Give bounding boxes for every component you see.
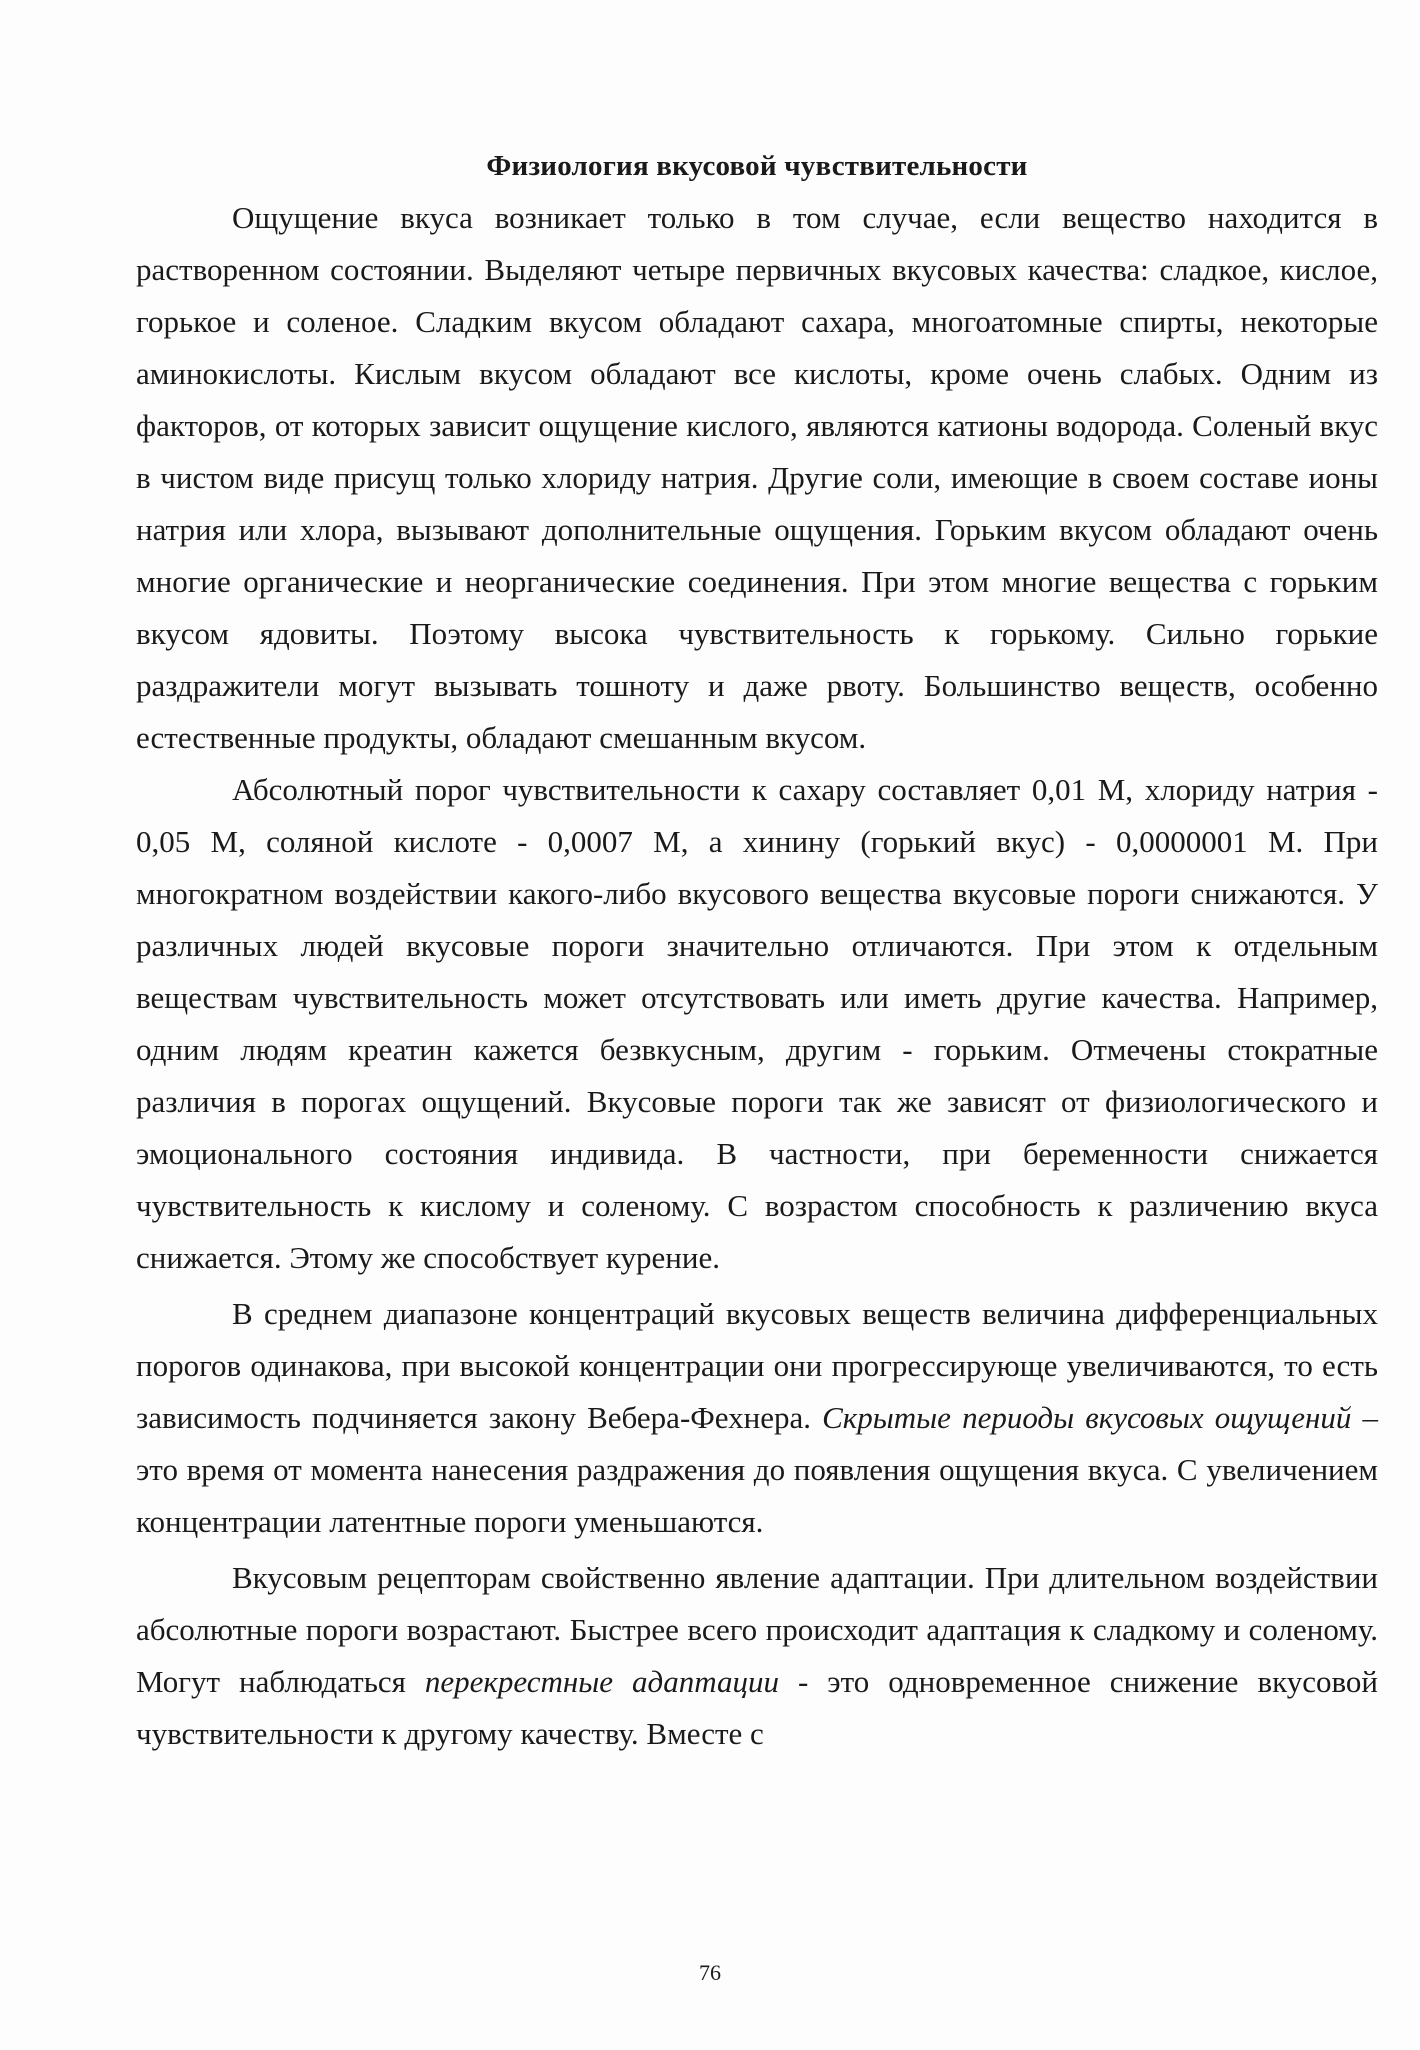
page-title: Физиология вкусовой чувствительности: [486, 150, 1028, 182]
paragraph-absolute-thresholds: Абсолютный порог чувствительности к сахару составляет 0,01 М, хлориду натрия - 0,05 М, соляной кислоте - 0,0007 М, а хинину (горький вкус) - 0,0000001 М. При многократном воздействии какого-либо вкусового вещества вкусовые пороги снижаются. У различных людей вкусовые пороги значительно отличаются. При этом к отдельным веществам чувствительность может отсутствовать или иметь другие качества. Например, одним людям креатин кажется безвкусным, другим - горьким. Отмечены стократные различия в порогах ощущений. Вкусовые пороги так же зависят от физиологического и эмоционального состояния индивида. В частности, при беременности снижается чувствительность к кислому и соленому. С возрастом способность к различению вкуса снижается. Этому же способствует курение.: [136, 772, 1378, 1275]
paragraph-adaptation: [136, 1552, 1378, 1760]
document-body: [136, 140, 1378, 1760]
emphasized-term-latent-periods: Скрытые периоды вкусовых ощущений: [822, 1400, 1352, 1435]
paragraph-text-segment: Вкусовым рецепторам свойственно явление адаптации. При длительном воздействии абсолютные пороги возрастают. Быстрее всего происходит адаптация к сладкому и соленому. Могут наблюдаться: [136, 1560, 1378, 1699]
paragraph-text-segment: В среднем диапазоне концентраций вкусовых веществ величина дифференциальных порогов одинакова, при высокой концентрации они прогрессирующе увеличиваются, то есть зависимость подчиняется закону Вебера-Фехнера.: [136, 1296, 1378, 1435]
page-number: 76: [699, 1960, 721, 1985]
paragraph-text-segment: – это время от момента нанесения раздражения до появления ощущения вкуса. С увеличением концентрации латентные пороги уменьшаются.: [136, 1400, 1378, 1539]
paragraph-text-segment: - это одновременное снижение вкусовой чувствительности к другому качеству. Вместе с: [136, 1664, 1378, 1751]
paragraph-taste-qualities: Ощущение вкуса возникает только в том случае, если вещество находится в растворенном состоянии. Выделяют четыре первичных вкусовых качества: сладкое, кислое, горькое и соленое. Сладким вкусом обладают сахара, многоатомные спирты, некоторые аминокислоты. Кислым вкусом обладают все кислоты, кроме очень слабых. Одним из факторов, от которых зависит ощущение кислого, являются катионы водорода. Соленый вкус в чистом виде присущ только хлориду натрия. Другие соли, имеющие в своем составе ионы натрия или хлора, вызывают дополнительные ощущения. Горьким вкусом обладают очень многие органические и неорганические соединения. При этом многие вещества с горьким вкусом ядовиты. Поэтому высока чувствительность к горькому. Сильно горькие раздражители могут вызывать тошноту и даже рвоту. Большинство веществ, особенно естественные продукты, обладают смешанным вкусом.: [136, 200, 1378, 755]
paragraph-differential-thresholds: [136, 1288, 1378, 1548]
emphasized-term-cross-adaptation: перекрестные адаптации: [424, 1664, 779, 1699]
